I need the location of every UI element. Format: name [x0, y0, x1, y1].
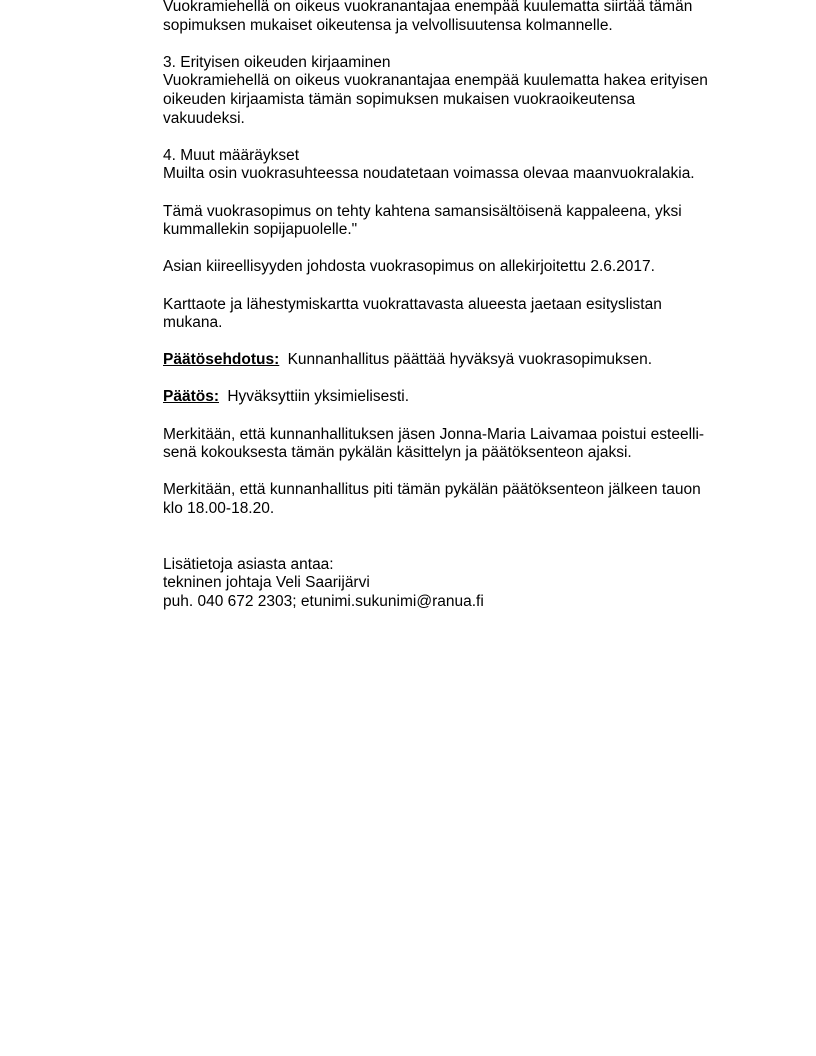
text-line: Vuokramiehellä on oikeus vuokranantajaa enempää kuulematta hakea erityisen [163, 72, 708, 90]
proposal-paragraph [163, 351, 743, 370]
contact-heading: Lisätietoja asiasta antaa: [163, 555, 334, 573]
contact-block [163, 556, 743, 612]
decision-paragraph [163, 388, 743, 407]
text-line: Muilta osin vuokrasuhteessa noudatetaan voimassa olevaa maanvuokralakia. [163, 165, 695, 183]
text-line: oikeuden kirjaamista tämän sopimuksen mukaisen vuokraoikeutensa [163, 90, 636, 108]
section-4-heading: 4. Muut määräykset [163, 146, 300, 164]
text-line: mukana. [163, 314, 223, 332]
proposal-text: Kunnanhallitus päättää hyväksyä vuokrasopimuksen. [287, 351, 653, 369]
copies-paragraph [163, 203, 743, 240]
proposal-line [163, 351, 743, 370]
text-line: Karttaote ja lähestymiskartta vuokrattavasta alueesta jaetaan esityslistan [163, 295, 662, 313]
section-3 [163, 54, 743, 128]
proposal-label: Päätösehdotus: [163, 351, 280, 369]
document-page [163, 0, 743, 630]
decision-label: Päätös: [163, 388, 219, 406]
text-line: senä kokouksesta tämän pykälän käsittelyn ja päätöksenteon ajaksi. [163, 444, 632, 462]
decision-line [163, 388, 743, 407]
text-line: vakuudeksi. [163, 109, 245, 127]
text-line: klo 18.00-18.20. [163, 500, 275, 518]
text-line: Vuokramiehellä on oikeus vuokranantajaa enempää kuulematta siirtää tämän [163, 0, 693, 15]
intro-paragraph [163, 0, 743, 35]
decision-text: Hyväksyttiin yksimielisesti. [227, 388, 410, 406]
note-1-paragraph [163, 426, 743, 463]
text-line: Merkitään, että kunnanhallitus piti tämän pykälän päätöksenteon jälkeen tauon [163, 481, 701, 499]
text-line: Asian kiireellisyyden johdosta vuokrasopimus on allekirjoitettu 2.6.2017. [163, 258, 655, 276]
maps-paragraph [163, 296, 743, 333]
section-4 [163, 147, 743, 184]
spacer [163, 537, 743, 556]
text-line: Tämä vuokrasopimus on tehty kahtena samansisältöisenä kappaleena, yksi [163, 202, 682, 220]
text-line: Merkitään, että kunnanhallituksen jäsen Jonna-Maria Laivamaa poistui esteelli- [163, 425, 705, 443]
section-3-heading: 3. Erityisen oikeuden kirjaaminen [163, 53, 391, 71]
text-line: sopimuksen mukaiset oikeutensa ja velvollisuutensa kolmannelle. [163, 16, 613, 34]
contact-details: puh. 040 672 2303; etunimi.sukunimi@ranua.fi [163, 593, 484, 610]
signed-paragraph [163, 258, 743, 277]
contact-person: tekninen johtaja Veli Saarijärvi [163, 574, 370, 592]
note-2-paragraph [163, 481, 743, 518]
text-line: kummallekin sopijapuolelle." [163, 221, 358, 239]
